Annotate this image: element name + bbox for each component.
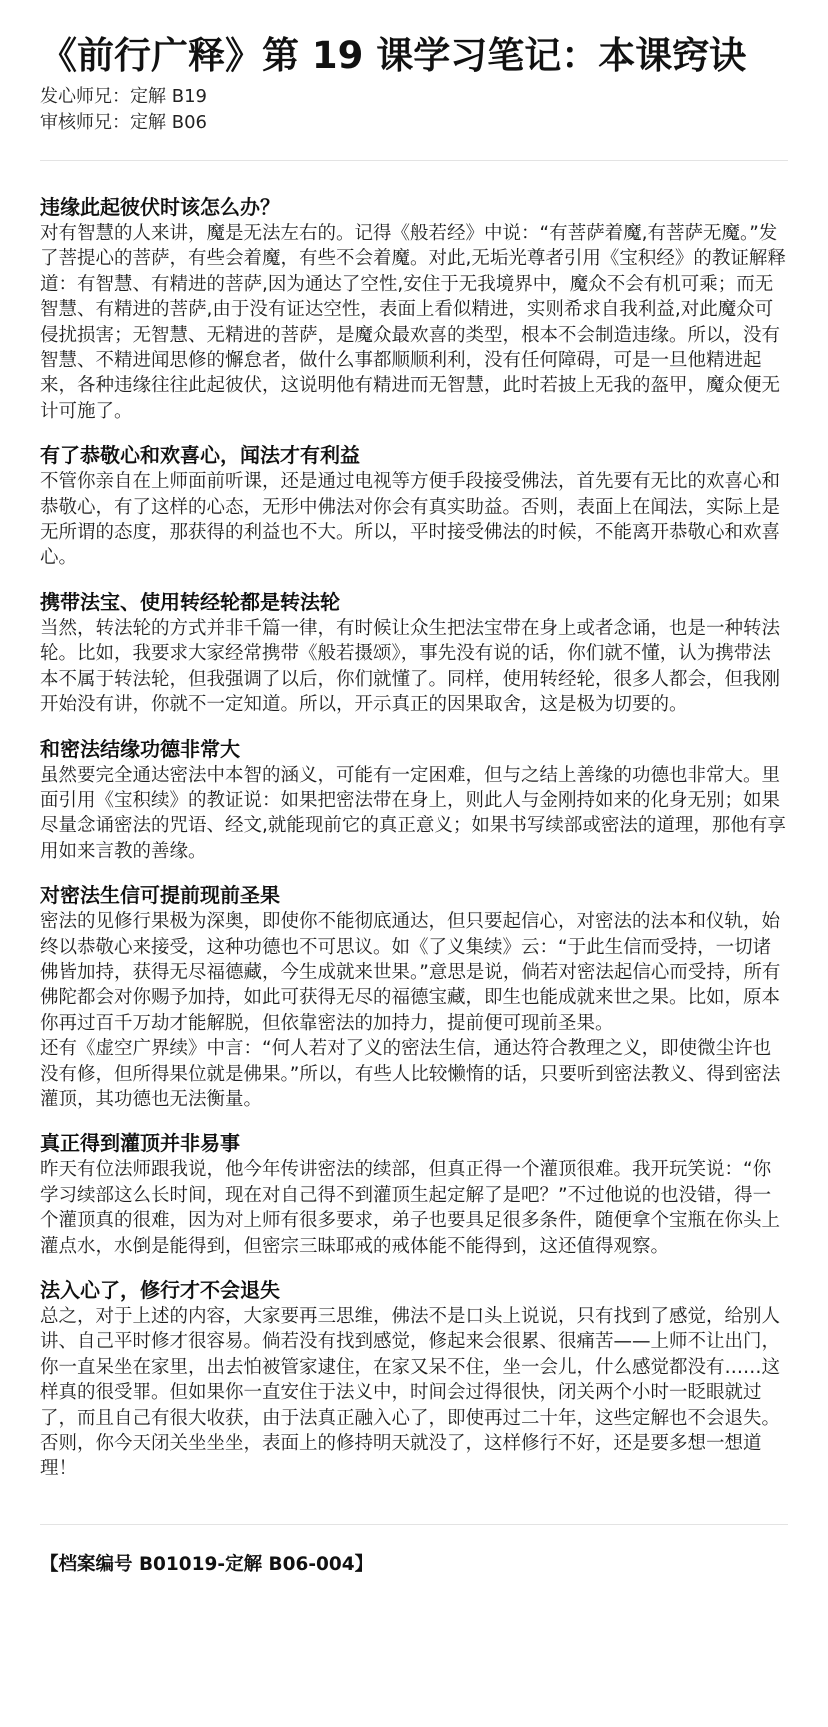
- section-heading: 携带法宝、使用转经轮都是转法轮: [40, 589, 340, 614]
- section-paragraph: 当然，转法轮的方式并非千篇一律，有时候让众生把法宝带在身上或者念诵，也是一种转法轮。比如，我要求大家经常携带《般若摄颂》，事先没有说的话，你们就不懂，认为携带法本不属于转法轮，但我强调了以后，你们就懂了。同样，使用转经轮，很多人都会，但我刚开始没有讲，你就不一定知道。所以，开示真正的因果取舍，这是极为切要的。: [40, 617, 781, 716]
- section-paragraph: 昨天有位法师跟我说，他今年传讲密法的续部，但真正得一个灌顶很难。我开玩笑说：“你学习续部这么长时间，现在对自己得不到灌顶生起定解了是吧？”不过他说的也没错，得一个灌顶真的很难，因为对上师有很多要求，弟子也要具足很多条件，随便拿个宝瓶在你头上灌点水，水倒是能得到，但密宗三昧耶戒的戒体能不能得到，这还值得观察。: [40, 1159, 781, 1257]
- section-heading: 法入心了，修行才不会退失: [40, 1278, 280, 1302]
- footer-divider: [40, 1524, 788, 1525]
- section-tantra-connection: [40, 736, 788, 865]
- section-dharma-wheel: [40, 589, 788, 718]
- archive-number: 【档案编号 B01019-定解 B06-004】: [40, 1553, 374, 1575]
- section-paragraph: 虽然要完全通达密法中本智的涵义，可能有一定困难，但与之结上善缘的功德也非常大。里面引用《宝积续》的教证说：如果把密法带在身上，则此人与金刚持如来的化身无别；如果尽量念诵密法的咒语、经文,就能现前它的真正意义；如果书写续部或密法的道理，那他有享用如来言教的善缘。: [40, 764, 786, 862]
- section-paragraph: 不管你亲自在上师面前听课，还是通过电视等方便手段接受佛法，首先要有无比的欢喜心和恭敬心，有了这样的心态，无形中佛法对你会有真实助益。否则，表面上在闻法，实际上是无所谓的态度，那获得的利益也不大。所以，平时接受佛法的时候，不能离开恭敬心和欢喜心。: [40, 471, 781, 569]
- section-paragraph: 对有智慧的人来讲，魔是无法左右的。记得《般若经》中说：“有菩萨着魔,有菩萨无魔。”发了菩提心的菩萨，有些会着魔，有些不会着魔。对此,无垢光尊者引用《宝积经》的教证解释道：有智慧、有精进的菩萨,因为通达了空性,安住于无我境界中，魔众不会有机可乘；而无智慧、有精进的菩萨,由于没有证达空性，表面上看似精进，实则希求自我利益,对此魔众可侵扰损害；无智慧、无精进的菩萨，是魔众最欢喜的类型，根本不会制造违缘。所以，没有智慧、不精进闻思修的懈怠者，做什么事都顺顺利利，没有任何障碍，可是一旦他精进起来，各种违缘往往此起彼伏，这说明他有精进而无智慧，此时若披上无我的盔甲，魔众便无计可施了。: [40, 223, 786, 422]
- page-title: 《前行广释》第 19 课学习笔记：本课窍诀: [40, 34, 747, 77]
- section-heading: 真正得到灌顶并非易事: [40, 1131, 240, 1156]
- section-faith-in-tantra: [40, 882, 788, 1112]
- note-sections: [40, 161, 788, 1482]
- section-heading: 对密法生信可提前现前圣果: [40, 883, 280, 908]
- section-dharma-in-heart: [40, 1277, 788, 1482]
- section-paragraph: 总之，对于上述的内容，大家要再三思维，佛法不是口头上说说，只有找到了感觉，给别人讲、自己平时修才很容易。倘若没有找到感觉，修起来会很累、很痛苦——上师不让出门，你一直呆坐在家里，出去怕被管家逮住，在家又呆不住，坐一会儿，什么感觉都没有……这样真的很受罪。但如果你一直安住于法义中，时间会过得很快，闭关两个小时一眨眼就过了，而且自己有很大收获，由于法真正融入心了，即使再过二十年，这些定解也不会退失。否则，你今天闭关坐坐坐，表面上的修持明天就没了，这样修行不好，还是要多想一想道理！: [40, 1306, 781, 1480]
- section-heading: 和密法结缘功德非常大: [40, 736, 240, 761]
- reviewer-line: 审核师兄：定解 B06: [40, 112, 207, 133]
- author-line: 发心师兄：定解 B19: [40, 86, 207, 107]
- section-obstacles: [40, 194, 788, 424]
- section-empowerment: [40, 1130, 788, 1259]
- section-heading: 违缘此起彼伏时该怎么办？: [40, 195, 280, 219]
- section-heading: 有了恭敬心和欢喜心，闻法才有利益: [40, 443, 360, 468]
- section-respect-joy: [40, 442, 788, 571]
- section-paragraph: 还有《虚空广界续》中言：“何人若对了义的密法生信，通达符合教理之义，即使微尘许也没有修，但所得果位就是佛果。”所以，有些人比较懒惰的话，只要听到密法教义、得到密法灌顶，其功德也无法衡量。: [40, 1038, 781, 1110]
- section-paragraph: 密法的见修行果极为深奥，即使你不能彻底通达，但只要起信心，对密法的法本和仪轨，始终以恭敬心来接受，这种功德也不可思议。如《了义集续》云：“于此生信而受持，一切诸佛皆加持，获得无尽福德藏，今生成就来世果。”意思是说，倘若对密法起信心而受持，所有佛陀都会对你赐予加持，如此可获得无尽的福德宝藏，即生也能成就来世之果。比如，原本你再过百千万劫才能解脱，但依靠密法的加持力，提前便可现前圣果。: [40, 911, 781, 1034]
